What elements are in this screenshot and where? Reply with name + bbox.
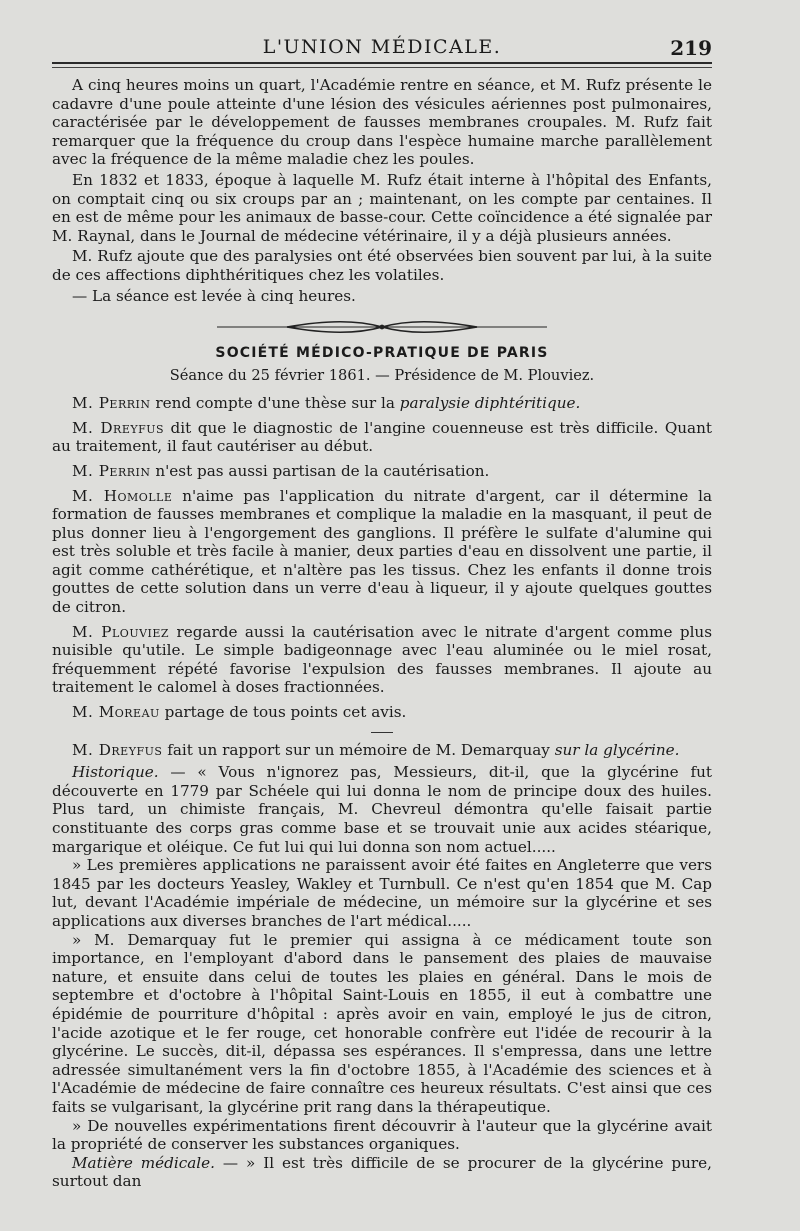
section-label: Matière médicale. [72, 1153, 215, 1172]
paragraph-text: n'est pas aussi partisan de la cautérisation. [150, 461, 490, 480]
paragraph: » Les premières applications ne paraissent avoir été faites en Angleterre que vers 1845 par les docteurs Yeasley, Wakley et Turnbull. Ce n'est qu'en 1854 que M. Cap lut, devant l'Académie impériale de médecine, un mémoire sur la glycérine et ses applications aux diverses branches de l'art médical..... [52, 856, 712, 930]
running-title: L'UNION MÉDICALE. [262, 36, 502, 58]
paragraph-text: dit que le diagnostic de l'angine couenneuse est très difficile. Quant au traitement, il faut cautériser au début. [52, 418, 712, 456]
speaker-name: M. Perrin [72, 394, 151, 413]
society-title: SOCIÉTÉ MÉDICO-PRATIQUE DE PARIS [215, 345, 549, 362]
paragraph [52, 703, 712, 722]
speaker-name: M. Moreau [72, 703, 160, 722]
paragraph [52, 763, 712, 856]
speaker-name: M. Dreyfus [72, 740, 163, 759]
section-label: Historique. [72, 763, 159, 782]
paragraph-text: n'aime pas l'application du nitrate d'argent, car il détermine la formation de fausses membranes et complique la maladie en la masquant, il peut de plus donner lieu à l'engorgement des ganglions. Il préfère le sulfate d'alumine qui est très soluble et très facile à manier, deux parties d'eau en dissolvent une partie, il agit comme cathérétique, et n'altère pas les tissus. Chez les enfants il donne trois gouttes de cette solution dans un verre d'eau à liqueur, il y ajoute quelques gouttes de citron. [52, 486, 712, 617]
paragraph: » De nouvelles expérimentations firent découvrir à l'auteur que la glycérine avait la propriété de conserver les substances organiques. [52, 1116, 712, 1154]
paragraph [52, 462, 712, 481]
paragraph-text: regarde aussi la cautérisation avec le nitrate d'argent comme plus nuisible qu'utile. Le simple badigeonnage avec l'eau aluminée ou le miel rosat, fréquemment répété favorise l'expulsion des fausses membranes. Il ajoute au traitement le calomel à doses fractionnées. [52, 622, 713, 697]
paragraph: M. Rufz ajoute que des paralysies ont été observées bien souvent par lui, à la suite de ces affections diphthéritiques chez les volatiles. [52, 247, 712, 284]
paragraph [52, 623, 712, 697]
paragraph [52, 419, 712, 456]
speaker-name: M. Plouviez [72, 622, 170, 641]
paragraph: En 1832 et 1833, époque à laquelle M. Rufz était interne à l'hôpital des Enfants, on comptait cinq ou six croups par an ; maintenant, on les compte par centaines. Il en est de même pour les animaux de basse-cour. Cette coïncidence a été signalée par M. Raynal, dans le Journal de médecine vétérinaire, il y a déjà plusieurs années. [52, 170, 712, 245]
page-number: 219 [670, 36, 712, 60]
ornament-divider [217, 319, 547, 335]
speaker-name: M. Perrin [72, 461, 151, 480]
page-header [52, 30, 712, 64]
paragraph [52, 741, 712, 760]
paragraph-text: — » Il est très difficile de se procurer de la glycérine pure, surtout dan [52, 1153, 712, 1191]
society-section [52, 394, 712, 722]
paragraph [52, 1154, 712, 1191]
paragraph: » M. Demarquay fut le premier qui assigna à ce médicament toute son importance, en l'employant d'abord dans le pansement des plaies de mauvaise nature, et ensuite dans celui de toutes les plaies en général. Dans le mois de septembre et d'octobre à l'hôpital Saint-Louis en 1855, il eut à combattre une épidémie de pourriture d'hôpital : après avoir en vain, employé le jus de citron, l'acide azotique et le fer rouge, cet honorable confrère eut l'idée de recourir à la glycérine. Le succès, dit-il, dépassa ses espérances. Il s'empressa, dans une lettre adressée simultanément vers la fin d'octobre 1855, à l'Académie des sciences et à l'Académie de médecine de faire connaître ces heureux résultats. C'est ainsi que ces faits se vulgarisant, la glycérine prit rang dans la thérapeutique. [52, 930, 712, 1116]
section-rule [371, 732, 393, 733]
closing-paragraph: — La séance est levée à cinq heures. [72, 286, 356, 305]
paragraph: A cinq heures moins un quart, l'Académie rentre en séance, et M. Rufz présente le cadavre d'une poule atteinte d'une lésion des vésicules aériennes post pulmonaires, caractérisée par le développement de fausses membranes croupales. M. Rufz fait remarquer que la fréquence du croup dans l'espèce humaine marche parallèlement avec la fréquence de la même maladie chez les poules. [52, 76, 712, 169]
speaker-name: M. Homolle [72, 486, 173, 505]
speaker-name: M. Dreyfus [72, 418, 165, 437]
paragraph [52, 394, 712, 413]
italic-text: sur la glycérine. [554, 740, 680, 759]
glycerine-section [52, 741, 712, 1191]
header-rule [52, 67, 712, 68]
academie-section [52, 76, 712, 305]
paragraph-text: fait un rapport sur un mémoire de M. Demarquay [162, 740, 555, 759]
paragraph-text: rend compte d'une thèse sur la [150, 394, 400, 413]
session-line: Séance du 25 février 1861. — Présidence de M. Plouviez. [169, 367, 595, 385]
italic-text: paralysie diphtéritique. [399, 394, 581, 413]
paragraph-text: — « Vous n'ignorez pas, Messieurs, dit-il, que la glycérine fut découverte en 1779 par Schéele qui lui donna le nom de principe doux des huiles. Plus tard, un chimiste français, M. Chevreul démontra qu'elle faisait partie constituante des corps gras comme base et se trouvait unie aux acides stéarique, margarique et oléique. Ce fut lui qui lui donna son nom actuel..... [52, 763, 712, 856]
paragraph-text: partage de tous points cet avis. [159, 703, 407, 722]
paragraph [52, 487, 712, 617]
